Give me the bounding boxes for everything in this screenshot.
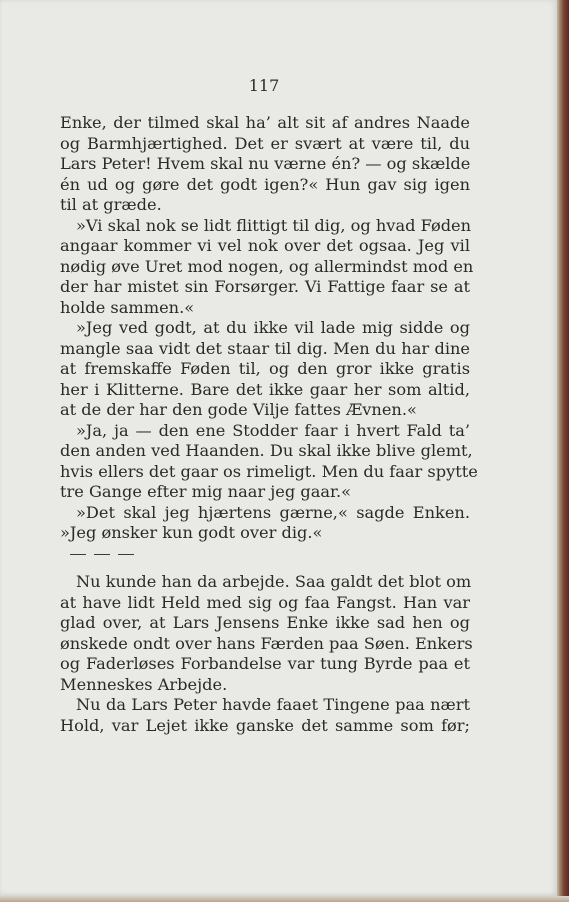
text-line: hvis ellers det gaar os rimeligt. Men du faar spytte <box>60 461 478 481</box>
page-number: 117 <box>248 76 280 95</box>
page-bottom-edge <box>0 896 569 902</box>
text-line: »Jeg ønsker kun godt over dig.« <box>60 523 323 542</box>
text-line: glad over, at Lars Jensens Enke ikke sad hen og <box>60 613 470 632</box>
text-line: til at græde. <box>60 195 162 214</box>
text-line: Lars Peter! Hvem skal nu værne én? — og skælde <box>60 154 471 173</box>
text-line: at fremskaffe Føden til, og den gror ikke gratis <box>60 359 470 378</box>
text-line: Menneskes Arbejde. <box>60 674 228 694</box>
body-text <box>60 113 478 736</box>
text-line: Enke, der tilmed skal ha’ alt sit af andres Naade <box>60 113 470 132</box>
text-line: »Det skal jeg hjærtens gærne,« sagde Enken. <box>76 502 470 522</box>
book-edge <box>557 0 569 902</box>
text-line: tre Gange efter mig naar jeg gaar.« <box>60 482 352 501</box>
text-line: nødig øve Uret mod nogen, og allermindst mod en <box>60 256 474 276</box>
text-line: der har mistet sin Forsørger. Vi Fattige faar se at <box>60 277 470 296</box>
text-line: Nu da Lars Peter havde faaet Tingene paa nært <box>76 695 470 714</box>
text-line: »Jeg ved godt, at du ikke vil lade mig sidde og <box>76 318 470 337</box>
text-line: at de der har den gode Vilje fattes Ævnen.« <box>60 400 417 419</box>
text-line: »Vi skal nok se lidt flittigt til dig, og hvad Føden <box>76 215 472 235</box>
section-divider <box>60 544 470 565</box>
text-line: og Faderløses Forbandelse var tung Byrde paa et <box>60 654 470 673</box>
text-line: ønskede ondt over hans Færden paa Søen. Enkers <box>60 633 473 653</box>
text-line: én ud og gøre det godt igen?« Hun gav sig igen <box>60 174 470 194</box>
text-line: holde sammen.« <box>60 297 195 317</box>
text-line: og Barmhjærtighed. Det er svært at være til, du <box>60 133 470 153</box>
text-line: angaar kommer vi vel nok over det ogsaa. Jeg vil <box>60 236 470 255</box>
text-line: »Ja, ja — den ene Stodder faar i hvert Fald ta’ <box>76 420 470 440</box>
text-line: den anden ved Haanden. Du skal ikke blive glemt, <box>60 441 473 460</box>
text-line: Nu kunde han da arbejde. Saa galdt det blot om <box>76 572 472 591</box>
text-line: her i Klitterne. Bare det ikke gaar her som altid, <box>60 379 470 399</box>
section-gap <box>60 564 470 572</box>
text-line: Hold, var Lejet ikke ganske det samme som før; <box>60 715 470 735</box>
text-line: mangle saa vidt det staar til dig. Men du har dine <box>60 338 470 358</box>
text-line: at have lidt Held med sig og faa Fangst. Han var <box>60 592 470 612</box>
